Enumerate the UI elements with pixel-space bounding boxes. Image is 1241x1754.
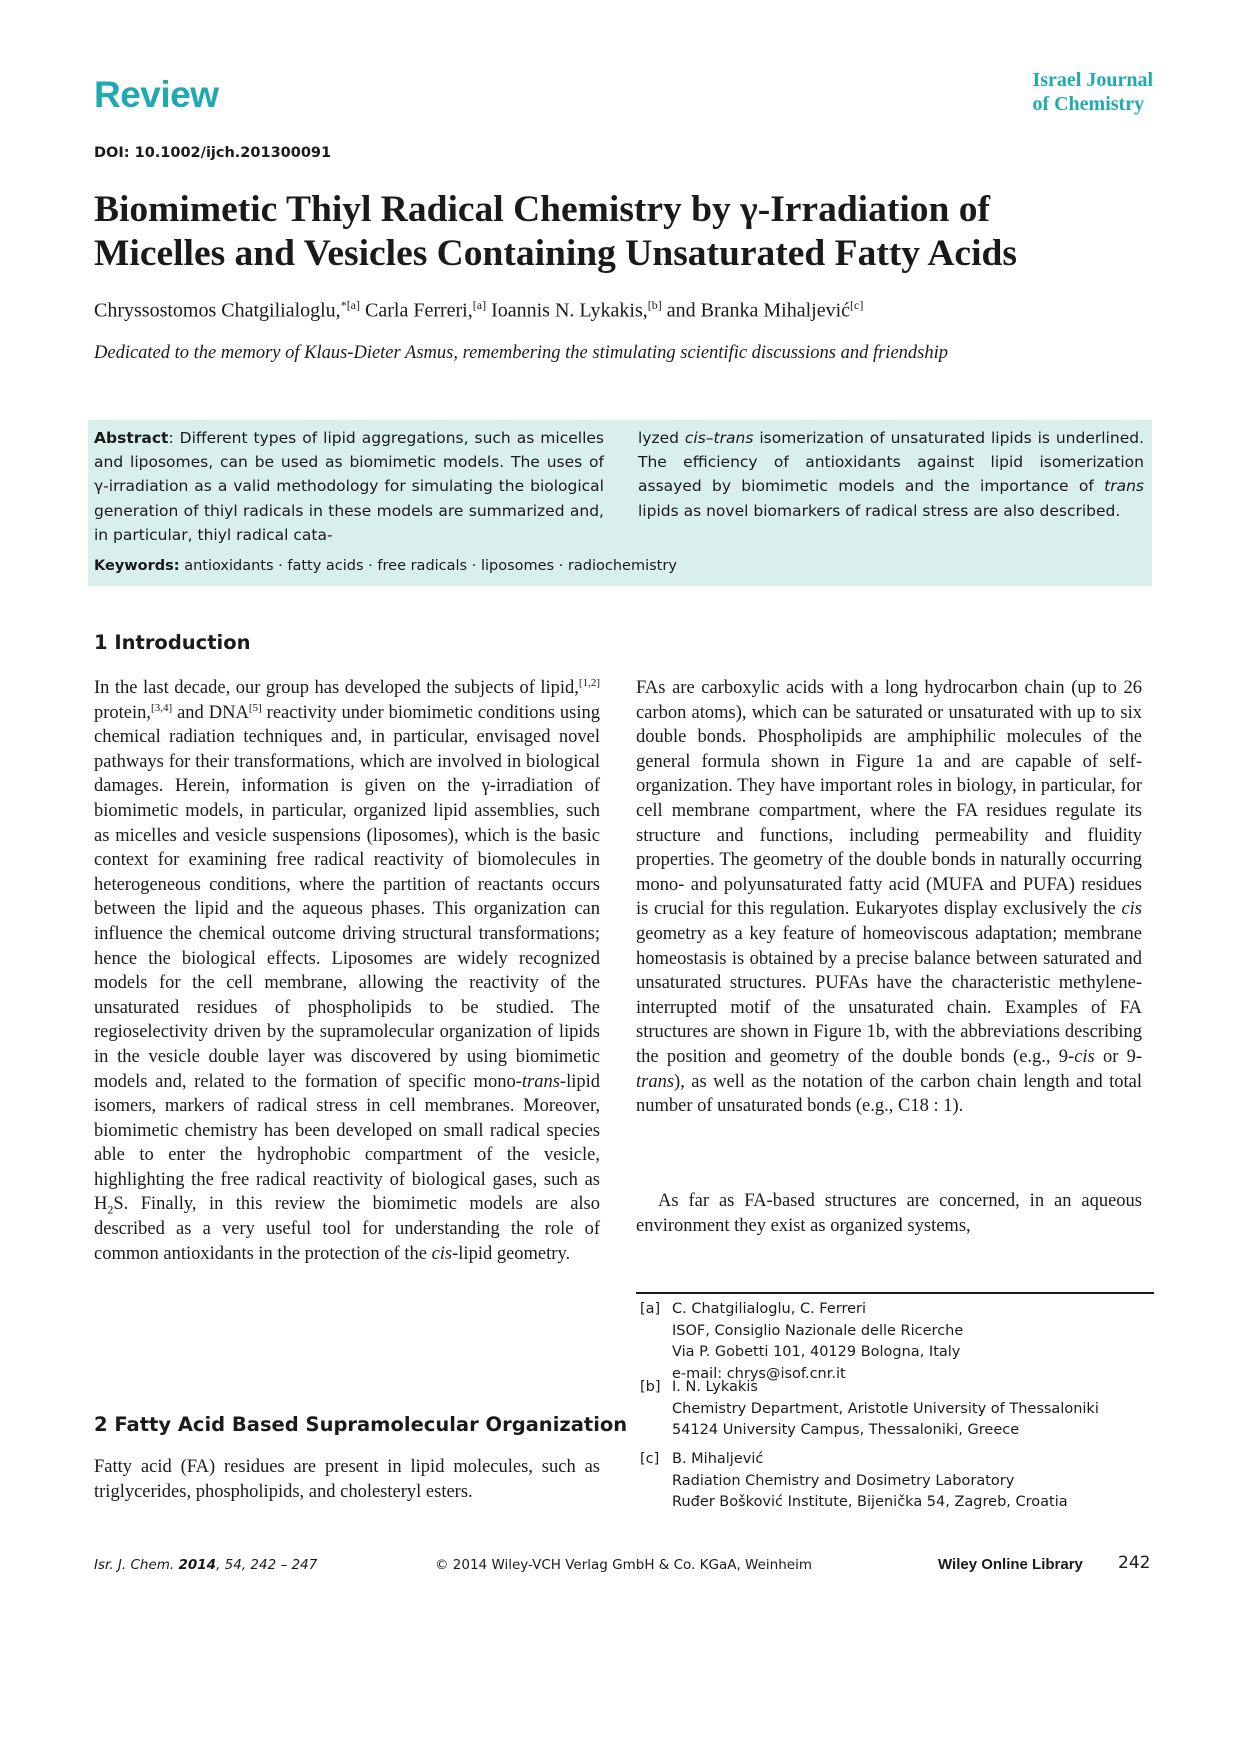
affiliation-line: Chemistry Department, Aristotle University of Thessaloniki — [672, 1400, 1099, 1417]
body-text: or 9- — [1094, 1046, 1142, 1067]
affiliation-line: Ruđer Bošković Institute, Bijenička 54, Zagreb, Croatia — [672, 1494, 1068, 1510]
body-text: -lipid geometry. — [452, 1243, 571, 1264]
affiliation-line: I. N. Lykakis — [672, 1379, 758, 1395]
title-line-2: Micelles and Vesicles Containing Unsaturated Fatty Acids — [94, 233, 1017, 274]
abstract-column-1 — [94, 426, 604, 547]
copyright: © 2014 Wiley-VCH Verlag GmbH & Co. KGaA, Weinheim — [435, 1557, 812, 1573]
affiliation-email[interactable]: e-mail: chrys@isof.cnr.it — [672, 1365, 846, 1382]
abstract-label: Abstract — [94, 429, 169, 447]
page-number: 242 — [1118, 1553, 1151, 1573]
right-column-paragraph-2: As far as FA-based structures are concerned, in an aqueous environment they exist as organized systems, — [636, 1191, 1142, 1236]
affiliation-line: C. Chatgilialoglu, C. Ferreri — [672, 1301, 867, 1317]
body-text: ), as well as the notation of the carbon chain length and total number of unsaturated bonds (e.g., C18 : 1). — [636, 1071, 1142, 1117]
journal-name-line1: Israel Journal — [1032, 69, 1153, 91]
affiliation-tag: [a] — [640, 1301, 661, 1317]
author-list — [94, 298, 863, 323]
body-text: and DNA — [172, 702, 249, 723]
fa-paragraph: Fatty acid (FA) residues are present in lipid molecules, such as triglycerides, phospholipids, and cholesteryl esters. — [94, 1457, 600, 1502]
author-conjunction: and — [666, 299, 696, 322]
title-line-1: Biomimetic Thiyl Radical Chemistry by γ-Irradiation of — [94, 189, 990, 230]
affiliations-divider — [636, 1292, 1154, 1294]
volume-pages: , 54, 242 – 247 — [216, 1557, 318, 1573]
abstract-box — [88, 420, 1152, 586]
article-title — [94, 188, 1154, 276]
section-heading-introduction: 1 Introduction — [94, 631, 251, 654]
citation-footer — [94, 1557, 317, 1573]
italic-term: cis — [1074, 1046, 1095, 1067]
author-affiliation-mark: [b] — [647, 298, 662, 312]
affiliation-tag: [b] — [640, 1379, 661, 1395]
abstract-column-2 — [638, 426, 1144, 523]
author-name: Chryssostomos Chatgilialoglu, — [94, 299, 341, 322]
abstract-text: isomerization of unsaturated lipids is underlined. The efficiency of antioxidants against lipid isomerization assayed by biomimetic models and the importance of — [638, 429, 1144, 496]
keywords-list: antioxidants · fatty acids · free radicals · liposomes · radiochemistry — [184, 558, 677, 574]
author-affiliation-mark: [c] — [850, 298, 864, 312]
citation: [5] — [248, 701, 262, 714]
keywords — [94, 558, 677, 574]
author-name: Ioannis N. Lykakis, — [491, 299, 648, 322]
subscript: 2 — [107, 1203, 114, 1218]
abstract-text: : Different types of lipid aggregations, such as micelles and liposomes, can be used as biomimetic models. The uses of γ-irradiation as a valid methodology for simulating the biological generation of thiyl radicals in these models are summarized and, in particular, thiyl radical cata- — [94, 429, 604, 544]
body-text: In the last decade, our group has developed the subjects of lipid, — [94, 678, 579, 698]
affiliation-b — [640, 1377, 1152, 1445]
author-name: Carla Ferreri, — [365, 299, 473, 322]
affiliation-line: Radiation Chemistry and Dosimetry Laboratory — [672, 1472, 1015, 1489]
italic-term: cis — [1121, 899, 1142, 920]
italic-term: cis — [431, 1243, 453, 1264]
intro-paragraph — [94, 676, 600, 1266]
doi: DOI: 10.1002/ijch.201300091 — [94, 145, 332, 161]
citation: [3,4] — [151, 701, 173, 714]
body-text: -lipid isomers, markers of radical stress in cell membranes. Moreover, biomimetic chemistry has been developed on small radical species able to enter the hydrophobic compartment of the vesicle, highlighting the free radical reactivity of biological gases, such as H — [94, 1071, 600, 1215]
citation-year: 2014 — [178, 1557, 217, 1573]
italic-term: trans — [636, 1071, 675, 1092]
abstract-text: lyzed — [638, 429, 685, 447]
abstract-italic: cis–trans — [684, 429, 754, 447]
affiliation-line: Via P. Gobetti 101, 40129 Bologna, Italy — [672, 1344, 961, 1360]
body-text: geometry as a key feature of homeoviscous adaptation; membrane homeostasis is obtained by a precise balance between saturated and unsaturated structures. PUFAs have the characteristic methylene-interrupted motif of the unsaturated chain. Examples of FA structures are shown in Figure 1b, with the abbreviations describing the position and geometry of the double bonds (e.g., 9- — [636, 923, 1142, 1067]
citation: [1,2] — [578, 676, 600, 689]
section-heading-fatty-acid: 2 Fatty Acid Based Supramolecular Organization — [94, 1413, 628, 1436]
body-text: FAs are carboxylic acids with a long hydrocarbon chain (up to 26 carbon atoms), which can be saturated or unsaturated with up to six double bonds. Phospholipids are amphiphilic molecules of the general formula shown in Figure 1a and are capable of self-organization. They have important roles in biology, in particular, for cell membrane compartment, where the FA residues regulate its structure and functions, including permeability and fluidity properties. The geometry of the double bonds in naturally occurring mono- and polyunsaturated fatty acid (MUFA and PUFA) residues is crucial for this regulation. Eukaryotes display exclusively the — [636, 678, 1142, 920]
affiliation-line: 54124 University Campus, Thessaloniki, Greece — [672, 1422, 1020, 1438]
body-text: reactivity under biomimetic conditions using chemical radiation techniques and, in particular, envisaged novel pathways for their transformations, which are involved in biological damages. Herein, information is given on the γ-irradiation of biomimetic models, in particular, organized lipid assemblies, such as micelles and vesicle suspensions (liposomes), which is the basic context for examining free radical reactivity of biomolecules in heterogeneous conditions, where the partition of reactants occurs between the lipid and the aqueous phases. This organization can influence the chemical outcome driving structural transformations; hence the biological effects. Liposomes are widely recognized models for the cell membrane, allowing the reactivity of the unsaturated residues of phospholipids to be studied. The regioselectivity driven by the supramolecular organization of lipids in the vesicle double layer was discovered by using biomimetic models and, related to the formation of specific mono- — [94, 702, 600, 1092]
right-column-paragraph-1 — [636, 676, 1142, 1119]
author-affiliation-mark: *[a] — [340, 298, 361, 312]
abstract-text: lipids as novel biomarkers of radical stress are also described. — [638, 501, 1121, 520]
author-name: Branka Mihaljević — [700, 299, 851, 322]
journal-name — [1032, 68, 1153, 116]
affiliation-c — [640, 1449, 1152, 1517]
keywords-label: Keywords: — [94, 558, 180, 574]
affiliation-line: ISOF, Consiglio Nazionale delle Ricerche — [672, 1322, 964, 1339]
affiliation-tag: [c] — [640, 1451, 660, 1467]
library-link[interactable]: Wiley Online Library — [938, 1556, 1083, 1573]
section-label: Review — [94, 74, 219, 115]
body-text: protein, — [94, 702, 152, 723]
affiliation-line: B. Mihaljević — [672, 1451, 764, 1467]
journal-abbreviation: Isr. J. Chem. — [94, 1557, 175, 1573]
author-affiliation-mark: [a] — [472, 298, 487, 312]
abstract-italic: trans — [1104, 477, 1144, 496]
journal-name-line2: of Chemistry — [1032, 93, 1145, 115]
italic-term: trans — [521, 1071, 560, 1092]
affiliation-a — [640, 1299, 1152, 1389]
dedication: Dedicated to the memory of Klaus-Dieter Asmus, remembering the stimulating scientific discussions and friendship — [94, 343, 948, 363]
body-text: S. Finally, in this review the biomimetic models are also described as a very useful tool for understanding the role of common antioxidants in the protection of the — [94, 1194, 600, 1264]
